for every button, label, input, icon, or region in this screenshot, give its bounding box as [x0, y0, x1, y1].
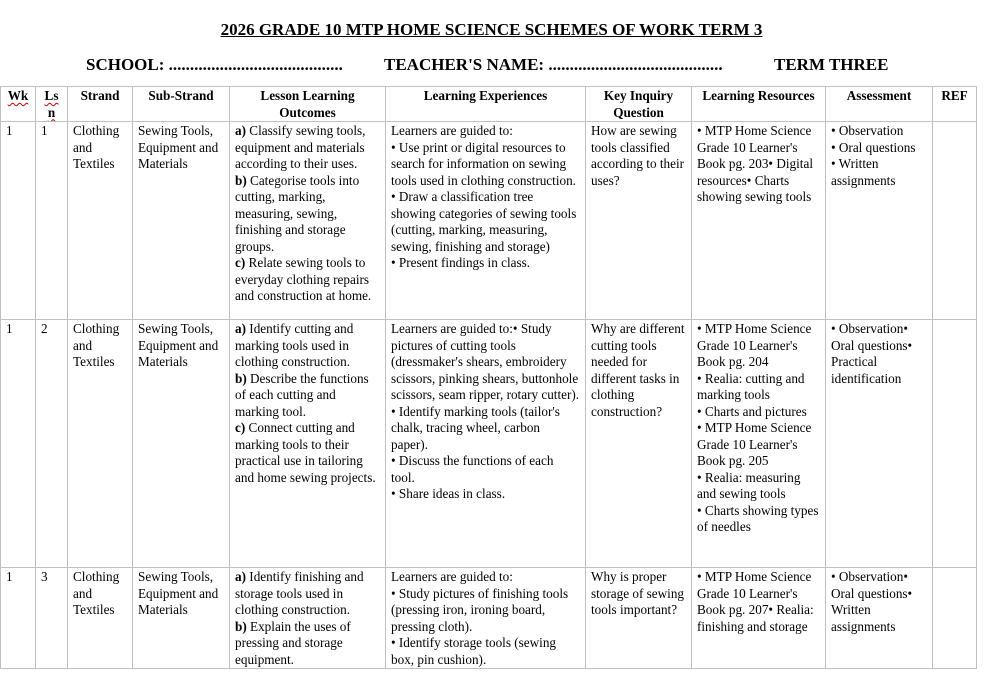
assessment-item: • Observation• Oral questions• Practical identification: [831, 321, 913, 386]
assessment-cell: [826, 568, 933, 669]
col-header-ref: REF: [933, 87, 977, 122]
outcome-item: b) Categorise tools into cutting, marking, measuring, sewing, finishing and storage groups.: [235, 172, 360, 254]
outcome-label: b): [235, 618, 247, 634]
strand-cell: Clothing and Textiles: [68, 122, 133, 320]
outcome-item: c) Relate sewing tools to everyday clothing repairs and construction at home.: [235, 255, 372, 303]
lesson-cell: 2: [36, 320, 68, 568]
strand-cell: Clothing and Textiles: [68, 320, 133, 568]
outcomes-cell: [230, 568, 386, 669]
ref-cell: [933, 320, 977, 568]
schemes-table: [0, 86, 977, 669]
col-header-question: Key Inquiry Question: [586, 87, 692, 122]
outcomes-cell: [230, 122, 386, 320]
ref-cell: [933, 568, 977, 669]
substrand-cell: Sewing Tools, Equipment and Materials: [133, 122, 230, 320]
week-cell: 1: [1, 568, 36, 669]
resource-item: • MTP Home Science Grade 10 Learner's Book pg. 203• Digital resources• Charts showing sewing tools: [697, 123, 813, 204]
outcome-item: b) Describe the functions of each cutting and marking tool.: [235, 370, 369, 419]
strand-cell: Clothing and Textiles: [68, 568, 133, 669]
outcome-item: b) Explain the uses of pressing and storage equipment.: [235, 618, 351, 667]
outcome-label: a): [235, 569, 246, 584]
outcome-label: b): [235, 172, 247, 188]
resources-cell: [692, 122, 826, 320]
outcome-label: c): [235, 420, 246, 435]
substrand-cell: Sewing Tools, Equipment and Materials: [133, 568, 230, 669]
resource-item: • Realia: measuring and sewing tools: [697, 469, 801, 501]
teacher-name-field: TEACHER'S NAME: .........................................: [384, 55, 723, 74]
outcome-item: a) Classify sewing tools, equipment and materials according to their uses.: [235, 123, 366, 171]
ref-cell: [933, 122, 977, 320]
experiences-cell: [386, 320, 586, 568]
experience-item: Learners are guided to:: [391, 123, 513, 138]
experience-item: • Draw a classification tree showing categories of sewing tools (cutting, marking, measuring, sewing, finishing and storage): [391, 189, 577, 254]
term-label: TERM THREE: [774, 55, 889, 74]
assessment-item: • Observation• Oral questions• Written assignments: [831, 569, 913, 634]
table-row: [1, 122, 977, 320]
assessment-item: • Observation: [831, 123, 904, 138]
outcome-item: c) Connect cutting and marking tools to their practical use in tailoring and home sewing projects.: [235, 420, 376, 485]
outcome-label: a): [235, 123, 246, 138]
outcome-label: a): [235, 321, 246, 336]
outcome-item: a) Identify cutting and marking tools used in clothing construction.: [235, 321, 354, 369]
header-row: [1, 87, 977, 122]
experience-item: Learners are guided to:• Study pictures of cutting tools (dressmaker's shears, embroidery scissors, pinking shears, buttonhole scissors, seam ripper, rotary cutter).: [391, 321, 580, 402]
key-question-cell: Why are different cutting tools needed for different tasks in clothing construction?: [586, 320, 692, 568]
school-field: SCHOOL: .........................................: [86, 55, 343, 74]
experience-item: • Share ideas in class.: [391, 486, 506, 501]
col-header-resources: Learning Resources: [692, 87, 826, 122]
resources-cell: [692, 568, 826, 669]
resource-item: • MTP Home Science Grade 10 Learner's Book pg. 205: [697, 420, 812, 468]
assessment-cell: [826, 122, 933, 320]
experience-item: • Use print or digital resources to search for information on sewing tools used in clothing construction.: [391, 139, 576, 188]
week-cell: 1: [1, 320, 36, 568]
col-header-strand: Strand: [68, 87, 133, 122]
key-question-cell: Why is proper storage of sewing tools important?: [586, 568, 692, 669]
assessment-item: • Oral questions: [831, 139, 916, 155]
experience-item: • Discuss the functions of each tool.: [391, 453, 554, 485]
experiences-cell: [386, 568, 586, 669]
col-header-assessment: Assessment: [826, 87, 933, 122]
outcome-label: b): [235, 370, 247, 386]
col-header-outcomes: Lesson Learning Outcomes: [230, 87, 386, 122]
resources-cell: [692, 320, 826, 568]
table-row: [1, 568, 977, 669]
experiences-cell: [386, 122, 586, 320]
resource-item: • Realia: cutting and marking tools: [697, 370, 805, 402]
resource-item: • Charts and pictures: [697, 403, 807, 419]
experience-item: • Identify marking tools (tailor's chalk, tracing wheel, carbon paper).: [391, 403, 560, 452]
resource-item: • MTP Home Science Grade 10 Learner's Book pg. 204: [697, 321, 812, 369]
outcome-item: a) Identify finishing and storage tools used in clothing construction.: [235, 569, 364, 617]
experience-item: • Present findings in class.: [391, 255, 531, 270]
week-cell: 1: [1, 122, 36, 320]
assessment-cell: [826, 320, 933, 568]
key-question-cell: How are sewing tools classified according to their uses?: [586, 122, 692, 320]
col-header-experiences: Learning Experiences: [386, 87, 586, 122]
col-header-wk: Wk: [1, 87, 36, 122]
col-header-substrand: Sub-Strand: [133, 87, 230, 122]
lesson-cell: 1: [36, 122, 68, 320]
resource-item: • MTP Home Science Grade 10 Learner's Book pg. 207• Realia: finishing and storage: [697, 569, 814, 634]
resource-item: • Charts showing types of needles: [697, 502, 819, 534]
outcomes-cell: [230, 320, 386, 568]
lesson-cell: 3: [36, 568, 68, 669]
col-header-lsn: Ls n: [36, 87, 68, 122]
title-text: 2026 GRADE 10 MTP HOME SCIENCE SCHEMES OF WORK TERM 3: [220, 20, 763, 39]
experience-item: • Study pictures of finishing tools (pressing iron, ironing board, pressing cloth).: [391, 585, 569, 634]
outcome-label: c): [235, 255, 246, 270]
experience-item: Learners are guided to:: [391, 569, 513, 584]
substrand-cell: Sewing Tools, Equipment and Materials: [133, 320, 230, 568]
experience-item: • Identify storage tools (sewing box, pin cushion).: [391, 635, 557, 667]
document-title: [0, 20, 983, 40]
assessment-item: • Written assignments: [831, 156, 896, 188]
table-row: [1, 320, 977, 568]
